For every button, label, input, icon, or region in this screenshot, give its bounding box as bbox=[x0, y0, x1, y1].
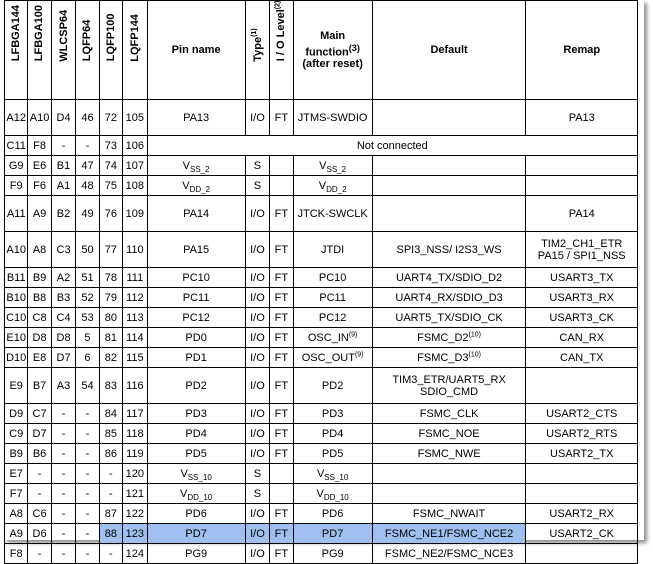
cell-lqfp144: 123 bbox=[123, 524, 148, 544]
cell-io-level: FT bbox=[270, 368, 293, 404]
table-row bbox=[5, 328, 638, 348]
cell-pin-name: $V_{DD\_10}$ bbox=[147, 484, 245, 504]
cell-io-level: FT bbox=[270, 504, 293, 524]
cell-default bbox=[372, 156, 526, 176]
cell-pin-name: $V_{DD\_2}$ bbox=[147, 176, 245, 196]
cell-io-level: FT bbox=[270, 524, 293, 544]
cell-lqfp64: - bbox=[76, 444, 99, 464]
cell-lqfp64: - bbox=[76, 484, 99, 504]
cell-wlcsp64: B1 bbox=[51, 156, 76, 176]
cell-default: FSMC_NE1/FSMC_NCE2 bbox=[372, 524, 526, 544]
cell-lqfp144: 121 bbox=[123, 484, 148, 504]
cell-lfbga144: F8 bbox=[5, 544, 28, 564]
cell-lfbga100: D7 bbox=[28, 424, 51, 444]
table-row bbox=[5, 136, 638, 156]
cell-lfbga100: - bbox=[28, 484, 51, 504]
cell-remap: USART3_RX bbox=[526, 288, 638, 308]
cell-lfbga100: B9 bbox=[28, 268, 51, 288]
cell-remap: USART2_RX bbox=[526, 504, 638, 524]
cell-main-function: PD4 bbox=[293, 424, 372, 444]
cell-type: I/O bbox=[245, 288, 270, 308]
cell-default: FSMC_NWAIT bbox=[372, 504, 526, 524]
cell-io-level: FT bbox=[270, 444, 293, 464]
cell-remap: USART3_TX bbox=[526, 268, 638, 288]
cell-wlcsp64: B2 bbox=[51, 196, 76, 232]
cell-pin-name: PC12 bbox=[147, 308, 245, 328]
table-row bbox=[5, 308, 638, 328]
cell-wlcsp64: A3 bbox=[51, 368, 76, 404]
footnote-ref: (10) bbox=[468, 350, 481, 358]
cell-lqfp144: 109 bbox=[123, 196, 148, 232]
cell-lqfp100: - bbox=[99, 484, 122, 504]
cell-lfbga100: B6 bbox=[28, 444, 51, 464]
cell-pin-name: PD1 bbox=[147, 348, 245, 368]
cell-type: I/O bbox=[245, 504, 270, 524]
cell-pin-name: PG9 bbox=[147, 544, 245, 564]
cell-lfbga100: D6 bbox=[28, 524, 51, 544]
cell-wlcsp64: - bbox=[51, 544, 76, 564]
cell-default bbox=[372, 196, 526, 232]
cell-default: FSMC_NWE bbox=[372, 444, 526, 464]
cell-main-function: $V_{SS\_2}$ bbox=[293, 156, 372, 176]
cell-lqfp100: 83 bbox=[99, 368, 122, 404]
cell-lfbga144: G9 bbox=[5, 156, 28, 176]
table-row bbox=[5, 504, 638, 524]
cell-remap: CAN_RX bbox=[526, 328, 638, 348]
table-row bbox=[5, 196, 638, 232]
cell-lqfp100: 76 bbox=[99, 196, 122, 232]
cell-lqfp144: 119 bbox=[123, 444, 148, 464]
cell-lfbga144: E10 bbox=[5, 328, 28, 348]
table-row bbox=[5, 444, 638, 464]
cell-lfbga100: - bbox=[28, 464, 51, 484]
cell-main-function: JTCK-SWCLK bbox=[293, 196, 372, 232]
cell-lqfp144: 124 bbox=[123, 544, 148, 564]
cell-remap bbox=[526, 156, 638, 176]
table-header-row bbox=[5, 1, 638, 100]
cell-type: I/O bbox=[245, 268, 270, 288]
cell-lqfp144: 110 bbox=[123, 232, 148, 268]
table-row bbox=[5, 368, 638, 404]
cell-lqfp100: - bbox=[99, 544, 122, 564]
header-lqfp64: LQFP64 bbox=[76, 1, 99, 100]
cell-lfbga100: - bbox=[28, 544, 51, 564]
header-lqfp144: LQFP144 bbox=[123, 1, 148, 100]
cell-main-function: OSC_IN$^{(9)}$ bbox=[293, 328, 372, 348]
pinout-table bbox=[4, 0, 638, 564]
cell-pin-name: PD4 bbox=[147, 424, 245, 444]
cell-type: I/O bbox=[245, 424, 270, 444]
cell-pin-name: PD2 bbox=[147, 368, 245, 404]
cell-lfbga100: B8 bbox=[28, 288, 51, 308]
cell-lfbga144: A9 bbox=[5, 524, 28, 544]
cell-lqfp100: 73 bbox=[99, 136, 122, 156]
cell-wlcsp64: - bbox=[51, 464, 76, 484]
cell-wlcsp64: B3 bbox=[51, 288, 76, 308]
table-row bbox=[5, 348, 638, 368]
cell-type: I/O bbox=[245, 328, 270, 348]
header-default: Default bbox=[372, 1, 526, 100]
cell-main-function: PD7 bbox=[293, 524, 372, 544]
cell-default: FSMC_D3$^{(10)}$ bbox=[372, 348, 526, 368]
cell-remap: TIM2_CH1_ETR PA15 / SPI1_NSS bbox=[526, 232, 638, 268]
cell-wlcsp64: C4 bbox=[51, 308, 76, 328]
cell-default bbox=[372, 100, 526, 136]
cell-lqfp100: 88 bbox=[99, 524, 122, 544]
cell-lqfp144: 116 bbox=[123, 368, 148, 404]
header-pin-name: Pin name bbox=[147, 1, 245, 100]
cell-default: FSMC_CLK bbox=[372, 404, 526, 424]
cell-type: S bbox=[245, 176, 270, 196]
cell-pin-name: PA13 bbox=[147, 100, 245, 136]
cell-main-function: JTDI bbox=[293, 232, 372, 268]
cell-pin-name: $V_{SS\_2}$ bbox=[147, 156, 245, 176]
cell-lfbga100: F6 bbox=[28, 176, 51, 196]
table-row bbox=[5, 404, 638, 424]
cell-wlcsp64: - bbox=[51, 504, 76, 524]
footnote-ref: (9) bbox=[354, 350, 364, 358]
cell-lqfp100: 78 bbox=[99, 268, 122, 288]
header-type: Type$^{(1)}$ bbox=[245, 1, 270, 100]
cell-lqfp100: 87 bbox=[99, 504, 122, 524]
cell-lfbga100: A9 bbox=[28, 196, 51, 232]
cell-lqfp64: - bbox=[76, 544, 99, 564]
cell-lfbga144: A12 bbox=[5, 100, 28, 136]
table-row bbox=[5, 100, 638, 136]
cell-pin-name: PD7 bbox=[147, 524, 245, 544]
cell-pin-name: PD6 bbox=[147, 504, 245, 524]
cell-default: FSMC_D2$^{(10)}$ bbox=[372, 328, 526, 348]
cell-lqfp144: 117 bbox=[123, 404, 148, 424]
cell-default: UART4_TX/SDIO_D2 bbox=[372, 268, 526, 288]
cell-wlcsp64: - bbox=[51, 404, 76, 424]
cell-lqfp100: 79 bbox=[99, 288, 122, 308]
header-lfbga144: LFBGA144 bbox=[5, 1, 28, 100]
cell-default: FSMC_NOE bbox=[372, 424, 526, 444]
cell-pin-name: PA14 bbox=[147, 196, 245, 232]
cell-pin-name: PC11 bbox=[147, 288, 245, 308]
cell-io-level bbox=[270, 464, 293, 484]
cell-lfbga100: A10 bbox=[28, 100, 51, 136]
cell-lqfp64: - bbox=[76, 404, 99, 424]
table-row bbox=[5, 524, 638, 544]
cell-lqfp144: 107 bbox=[123, 156, 148, 176]
cell-main-function: PC11 bbox=[293, 288, 372, 308]
cell-lfbga100: A8 bbox=[28, 232, 51, 268]
cell-lfbga144: D9 bbox=[5, 404, 28, 424]
cell-lqfp100: 72 bbox=[99, 100, 122, 136]
cell-lqfp64: 53 bbox=[76, 308, 99, 328]
cell-default: TIM3_ETR/UART5_RX SDIO_CMD bbox=[372, 368, 526, 404]
cell-io-level: FT bbox=[270, 232, 293, 268]
cell-pin-name: PD5 bbox=[147, 444, 245, 464]
cell-lqfp100: 85 bbox=[99, 424, 122, 444]
cell-type: I/O bbox=[245, 100, 270, 136]
cell-lqfp64: - bbox=[76, 524, 99, 544]
cell-lqfp64: 51 bbox=[76, 268, 99, 288]
cell-lqfp144: 106 bbox=[123, 136, 148, 156]
cell-lfbga144: A8 bbox=[5, 504, 28, 524]
cell-lqfp144: 108 bbox=[123, 176, 148, 196]
cell-default bbox=[372, 464, 526, 484]
cell-wlcsp64: A1 bbox=[51, 176, 76, 196]
cell-wlcsp64: - bbox=[51, 484, 76, 504]
cell-wlcsp64: - bbox=[51, 136, 76, 156]
cell-lqfp144: 118 bbox=[123, 424, 148, 444]
header-remap: Remap bbox=[526, 1, 638, 100]
cell-default bbox=[372, 484, 526, 504]
table-row bbox=[5, 156, 638, 176]
cell-lqfp144: 114 bbox=[123, 328, 148, 348]
cell-type: S bbox=[245, 156, 270, 176]
cell-remap bbox=[526, 544, 638, 564]
cell-type: I/O bbox=[245, 524, 270, 544]
cell-remap: USART2_TX bbox=[526, 444, 638, 464]
cell-lqfp64: - bbox=[76, 504, 99, 524]
cell-type: I/O bbox=[245, 348, 270, 368]
cell-default: SPI3_NSS/ I2S3_WS bbox=[372, 232, 526, 268]
cell-lfbga100: E6 bbox=[28, 156, 51, 176]
cell-lqfp64: 6 bbox=[76, 348, 99, 368]
cell-lqfp144: 122 bbox=[123, 504, 148, 524]
cell-lfbga100: C8 bbox=[28, 308, 51, 328]
cell-wlcsp64: D8 bbox=[51, 328, 76, 348]
cell-lqfp64: 5 bbox=[76, 328, 99, 348]
cell-lfbga144: E9 bbox=[5, 368, 28, 404]
cell-io-level bbox=[270, 484, 293, 504]
table-row bbox=[5, 464, 638, 484]
cell-default: UART4_RX/SDIO_D3 bbox=[372, 288, 526, 308]
cell-lfbga100: E8 bbox=[28, 348, 51, 368]
header-io-level: I / O Level$^{(2)}$ bbox=[270, 1, 293, 100]
cell-type: I/O bbox=[245, 368, 270, 404]
cell-io-level bbox=[270, 156, 293, 176]
table-row bbox=[5, 268, 638, 288]
cell-type: I/O bbox=[245, 196, 270, 232]
cell-lfbga144: D10 bbox=[5, 348, 28, 368]
cell-lqfp144: 112 bbox=[123, 288, 148, 308]
cell-wlcsp64: - bbox=[51, 524, 76, 544]
cell-default: UART5_TX/SDIO_CK bbox=[372, 308, 526, 328]
table-row bbox=[5, 176, 638, 196]
cell-wlcsp64: A2 bbox=[51, 268, 76, 288]
cell-lqfp100: 84 bbox=[99, 404, 122, 424]
footnote-ref: (9) bbox=[348, 330, 358, 338]
cell-io-level bbox=[270, 176, 293, 196]
header-lqfp100: LQFP100 bbox=[99, 1, 122, 100]
cell-lqfp64: 49 bbox=[76, 196, 99, 232]
cell-wlcsp64: C3 bbox=[51, 232, 76, 268]
cell-lfbga144: C10 bbox=[5, 308, 28, 328]
cell-remap bbox=[526, 464, 638, 484]
cell-lfbga100: C6 bbox=[28, 504, 51, 524]
cell-main-function: PD2 bbox=[293, 368, 372, 404]
cell-main-function: JTMS-SWDIO bbox=[293, 100, 372, 136]
cell-wlcsp64: - bbox=[51, 424, 76, 444]
cell-lqfp144: 111 bbox=[123, 268, 148, 288]
cell-pin-name: $V_{SS\_10}$ bbox=[147, 464, 245, 484]
cell-lqfp64: - bbox=[76, 464, 99, 484]
header-main-function: Main function$^{(3)}$ (after reset) bbox=[293, 1, 372, 100]
cell-io-level: FT bbox=[270, 348, 293, 368]
cell-default bbox=[372, 176, 526, 196]
table-row bbox=[5, 424, 638, 444]
cell-pin-name: PA15 bbox=[147, 232, 245, 268]
cell-remap: USART2_CK bbox=[526, 524, 638, 544]
cell-lfbga144: B11 bbox=[5, 268, 28, 288]
cell-lfbga144: A11 bbox=[5, 196, 28, 232]
cell-wlcsp64: D7 bbox=[51, 348, 76, 368]
cell-remap bbox=[526, 176, 638, 196]
cell-type: I/O bbox=[245, 444, 270, 464]
cell-remap: USART2_CTS bbox=[526, 404, 638, 424]
cell-type: I/O bbox=[245, 308, 270, 328]
cell-lqfp64: 54 bbox=[76, 368, 99, 404]
table-row bbox=[5, 484, 638, 504]
cell-lqfp64: 48 bbox=[76, 176, 99, 196]
cell-lfbga100: D8 bbox=[28, 328, 51, 348]
table-row bbox=[5, 544, 638, 564]
cell-io-level: FT bbox=[270, 328, 293, 348]
cell-wlcsp64: - bbox=[51, 444, 76, 464]
cell-lfbga100: F8 bbox=[28, 136, 51, 156]
document-page bbox=[4, 0, 644, 560]
cell-type: I/O bbox=[245, 544, 270, 564]
cell-lfbga144: F7 bbox=[5, 484, 28, 504]
cell-main-function: PD5 bbox=[293, 444, 372, 464]
cell-main-function: $V_{SS\_10}$ bbox=[293, 464, 372, 484]
cell-main-function: OSC_OUT$^{(9)}$ bbox=[293, 348, 372, 368]
cell-remap: USART3_CK bbox=[526, 308, 638, 328]
cell-io-level: FT bbox=[270, 424, 293, 444]
cell-main-function: PG9 bbox=[293, 544, 372, 564]
cell-lfbga144: C9 bbox=[5, 424, 28, 444]
cell-lfbga100: C7 bbox=[28, 404, 51, 424]
cell-lqfp100: 77 bbox=[99, 232, 122, 268]
cell-io-level: FT bbox=[270, 544, 293, 564]
cell-lfbga144: F9 bbox=[5, 176, 28, 196]
cell-io-level: FT bbox=[270, 404, 293, 424]
cell-remap: USART2_RTS bbox=[526, 424, 638, 444]
cell-lqfp64: 47 bbox=[76, 156, 99, 176]
cell-type: S bbox=[245, 484, 270, 504]
cell-default: FSMC_NE2/FSMC_NCE3 bbox=[372, 544, 526, 564]
cell-lqfp100: 74 bbox=[99, 156, 122, 176]
cell-lfbga100: B7 bbox=[28, 368, 51, 404]
cell-wlcsp64: D4 bbox=[51, 100, 76, 136]
cell-lfbga144: C11 bbox=[5, 136, 28, 156]
cell-main-function: $V_{DD\_10}$ bbox=[293, 484, 372, 504]
cell-pin-name: PD0 bbox=[147, 328, 245, 348]
cell-io-level: FT bbox=[270, 268, 293, 288]
cell-lqfp100: 75 bbox=[99, 176, 122, 196]
cell-remap bbox=[526, 368, 638, 404]
cell-io-level: FT bbox=[270, 308, 293, 328]
cell-lqfp100: 82 bbox=[99, 348, 122, 368]
cell-io-level: FT bbox=[270, 100, 293, 136]
table-body bbox=[5, 100, 638, 564]
cell-remap: PA14 bbox=[526, 196, 638, 232]
cell-lqfp144: 105 bbox=[123, 100, 148, 136]
cell-main-function: PD6 bbox=[293, 504, 372, 524]
cell-lqfp144: 120 bbox=[123, 464, 148, 484]
cell-lfbga144: E7 bbox=[5, 464, 28, 484]
cell-remap: CAN_TX bbox=[526, 348, 638, 368]
cell-lfbga144: B10 bbox=[5, 288, 28, 308]
cell-type: I/O bbox=[245, 232, 270, 268]
cell-lqfp100: 81 bbox=[99, 328, 122, 348]
cell-lqfp64: 46 bbox=[76, 100, 99, 136]
cell-remap: PA13 bbox=[526, 100, 638, 136]
cell-main-function: Not connected bbox=[147, 136, 637, 156]
cell-pin-name: PC10 bbox=[147, 268, 245, 288]
cell-lqfp100: 86 bbox=[99, 444, 122, 464]
cell-lqfp144: 115 bbox=[123, 348, 148, 368]
cell-io-level: FT bbox=[270, 288, 293, 308]
cell-lqfp100: - bbox=[99, 464, 122, 484]
cell-type: S bbox=[245, 464, 270, 484]
cell-lqfp64: - bbox=[76, 424, 99, 444]
cell-pin-name: PD3 bbox=[147, 404, 245, 424]
cell-lqfp64: 52 bbox=[76, 288, 99, 308]
table-row bbox=[5, 232, 638, 268]
cell-main-function: PD3 bbox=[293, 404, 372, 424]
cell-lqfp100: 80 bbox=[99, 308, 122, 328]
header-wlcsp64: WLCSP64 bbox=[51, 1, 76, 100]
cell-remap bbox=[526, 484, 638, 504]
cell-lqfp144: 113 bbox=[123, 308, 148, 328]
cell-main-function: PC10 bbox=[293, 268, 372, 288]
cell-main-function: $V_{DD\_2}$ bbox=[293, 176, 372, 196]
cell-lqfp64: 50 bbox=[76, 232, 99, 268]
cell-main-function: PC12 bbox=[293, 308, 372, 328]
table-row bbox=[5, 288, 638, 308]
cell-lfbga144: A10 bbox=[5, 232, 28, 268]
cell-lfbga144: B9 bbox=[5, 444, 28, 464]
header-lfbga100: LFBGA100 bbox=[28, 1, 51, 100]
cell-type: I/O bbox=[245, 404, 270, 424]
cell-lqfp64: - bbox=[76, 136, 99, 156]
footnote-ref: (10) bbox=[468, 330, 481, 338]
cell-io-level: FT bbox=[270, 196, 293, 232]
